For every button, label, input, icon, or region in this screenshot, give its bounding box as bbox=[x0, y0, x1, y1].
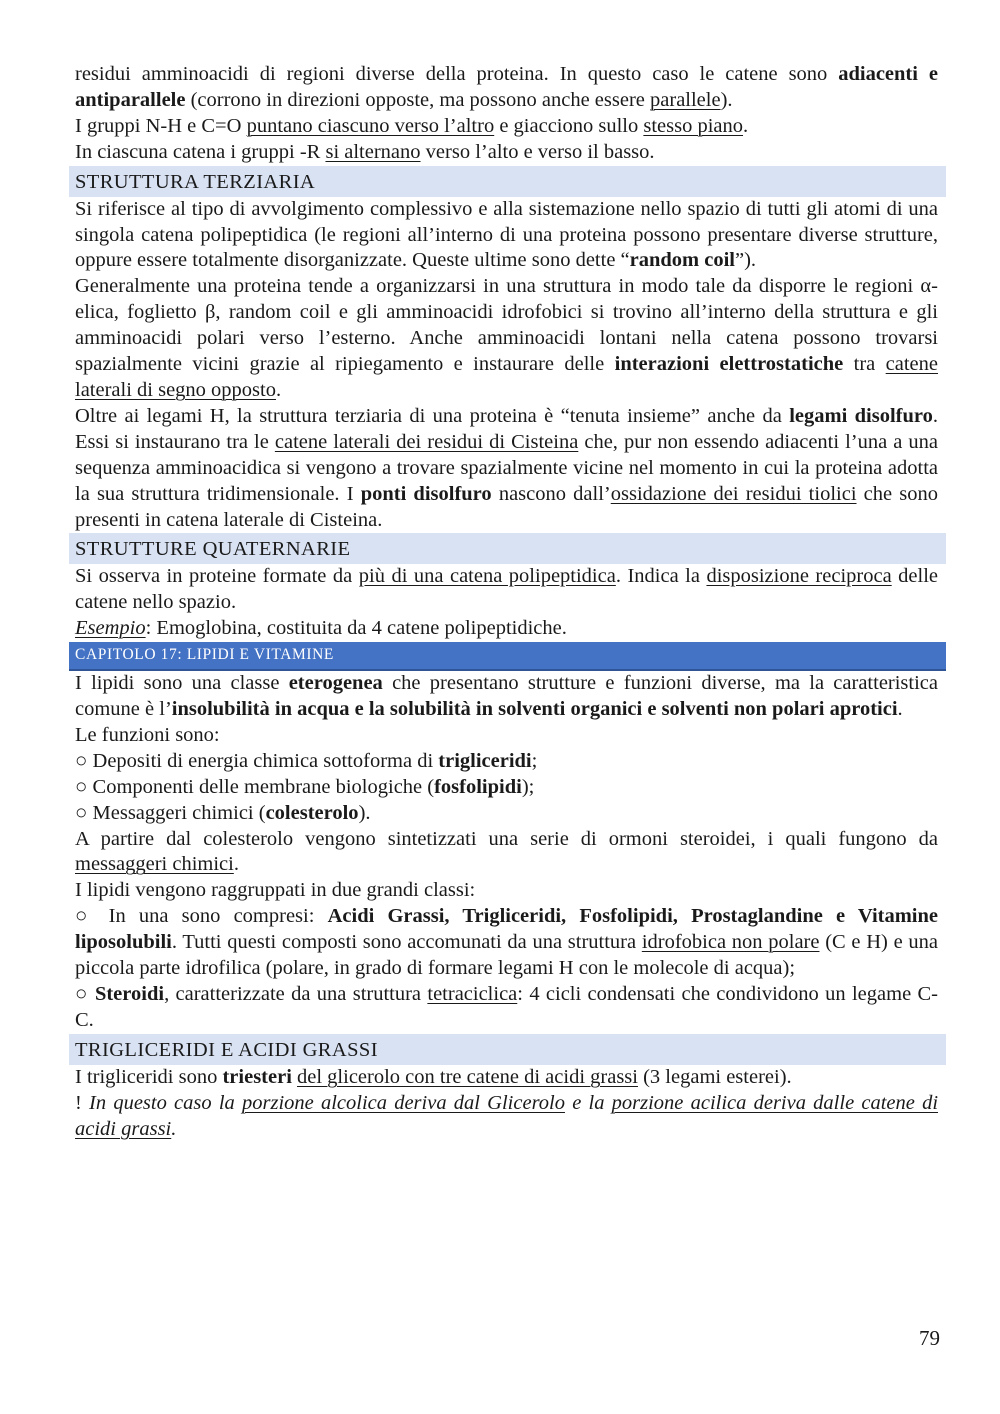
classes-intro: I lipidi vengono raggruppati in due grandi classi: bbox=[75, 879, 476, 902]
page-number: 79 bbox=[919, 1326, 940, 1350]
bullet-icon: ○ bbox=[75, 801, 88, 824]
quaternary-paragraph: Si osserva in proteine formate da più di una catena polipeptidica. Indica la disposizione reciproca delle catene nello spazio. bbox=[75, 565, 939, 614]
list-item: ○ Messaggeri chimici (colesterolo). bbox=[75, 801, 371, 824]
list-item: ○ Steroidi, caratterizzate da una struttura tetraciclica: 4 cicli condensati che condividono un legame C-C. bbox=[75, 983, 939, 1031]
bullet-icon: ○ bbox=[75, 775, 88, 798]
bullet-icon: ○ bbox=[75, 905, 96, 928]
groups-paragraph: I gruppi N-H e C=O puntano ciascuno verso l’altro e giacciono sullo stesso piano. bbox=[75, 114, 749, 137]
list-item: ○ In una sono compresi: Acidi Grassi, Trigliceridi, Fosfolipidi, Prostaglandine e Vitamine liposolubili. Tutti questi composti sono accomunati da una struttura idrofobica non polare (C e H) e una piccola parte idrofilica (polare, in grado di formare legami H con le molecole di acqua); bbox=[75, 905, 939, 980]
example-paragraph: Esempio: Emoglobina, costituita da 4 catene polipeptidiche. bbox=[75, 617, 567, 640]
bullet-icon: ○ bbox=[75, 983, 89, 1005]
list-item: ○ Depositi di energia chimica sottoforma di trigliceridi; bbox=[75, 749, 538, 772]
tertiary-paragraph-2: Generalmente una proteina tende a organizzarsi in una struttura in modo tale da disporre le regioni α-elica, foglietto β, random coil e gli amminoacidi idrofobici si trovino all’interno della struttura e gli amminoacidi polari verso l’esterno. Anche amminoacidi lontani nella catena possono trovarsi spazialmente vicini grazie al ripiegamento e instaurare delle interazioni elettrostatiche tra catene laterali di segno opposto. bbox=[75, 275, 938, 401]
section-heading-tertiary: STRUTTURA TERZIARIA bbox=[69, 166, 946, 197]
intro-paragraph: residui amminoacidi di regioni diverse della proteina. In questo caso le catene sono adiacenti e antiparallele (corrono in direzioni opposte, ma possono anche essere parallele). bbox=[75, 63, 938, 111]
page-body bbox=[75, 62, 938, 1143]
tertiary-paragraph-3: Oltre ai legami H, la struttura terziaria di una proteina è “tenuta insieme” anche da legami disolfuro. Essi si instaurano tra le catene laterali dei residui di Cisteina che, pur non essendo adiacenti l’una a una sequenza amminoacidica si vengono a trovare spazialmente vicine nel momento in cui la proteina adotta la sua struttura tridimensionale. I ponti disolfuro nascono dall’ossidazione dei residui tiolici che sono presenti in catena laterale di Cisteina. bbox=[75, 404, 939, 531]
note-paragraph: ! In questo caso la porzione alcolica deriva dal Glicerolo e la porzione acilica deriva dalle catene di acidi grassi. bbox=[75, 1091, 939, 1140]
lipids-intro-paragraph: I lipidi sono una classe eterogenea che presentano strutture e funzioni diverse, ma la caratteristica comune è l’insolubilità in acqua e la solubilità in solventi organici e solventi non polari aprotici. bbox=[75, 672, 939, 721]
list-item: ○ Componenti delle membrane biologiche (fosfolipidi); bbox=[75, 775, 535, 798]
functions-intro: Le funzioni sono: bbox=[75, 723, 220, 746]
tertiary-paragraph-1: Si riferisce al tipo di avvolgimento complessivo e alla sistemazione nello spazio di tutti gli atomi di una singola catena polipeptidica (le regioni all’interno di una proteina possono presentare diverse strutture, oppure essere totalmente disorganizzate. Queste ultime sono dette “random coil”). bbox=[75, 197, 938, 272]
triglycerides-paragraph: I trigliceridi sono triesteri del glicerolo con tre catene di acidi grassi (3 legami esterei). bbox=[75, 1065, 792, 1088]
section-heading-quaternary: STRUTTURE QUATERNARIE bbox=[69, 533, 946, 564]
cholesterol-paragraph: A partire dal colesterolo vengono sintetizzati una serie di ormoni steroidei, i quali fungono da messaggeri chimici. bbox=[75, 827, 938, 876]
bullet-icon: ○ bbox=[75, 749, 88, 772]
chapter-heading: CAPITOLO 17: LIPIDI E VITAMINE bbox=[69, 642, 946, 671]
rgroups-paragraph: In ciascuna catena i gruppi -R si alternano verso l’alto e verso il basso. bbox=[75, 140, 655, 163]
section-heading-triglycerides: TRIGLICERIDI E ACIDI GRASSI bbox=[69, 1034, 946, 1065]
